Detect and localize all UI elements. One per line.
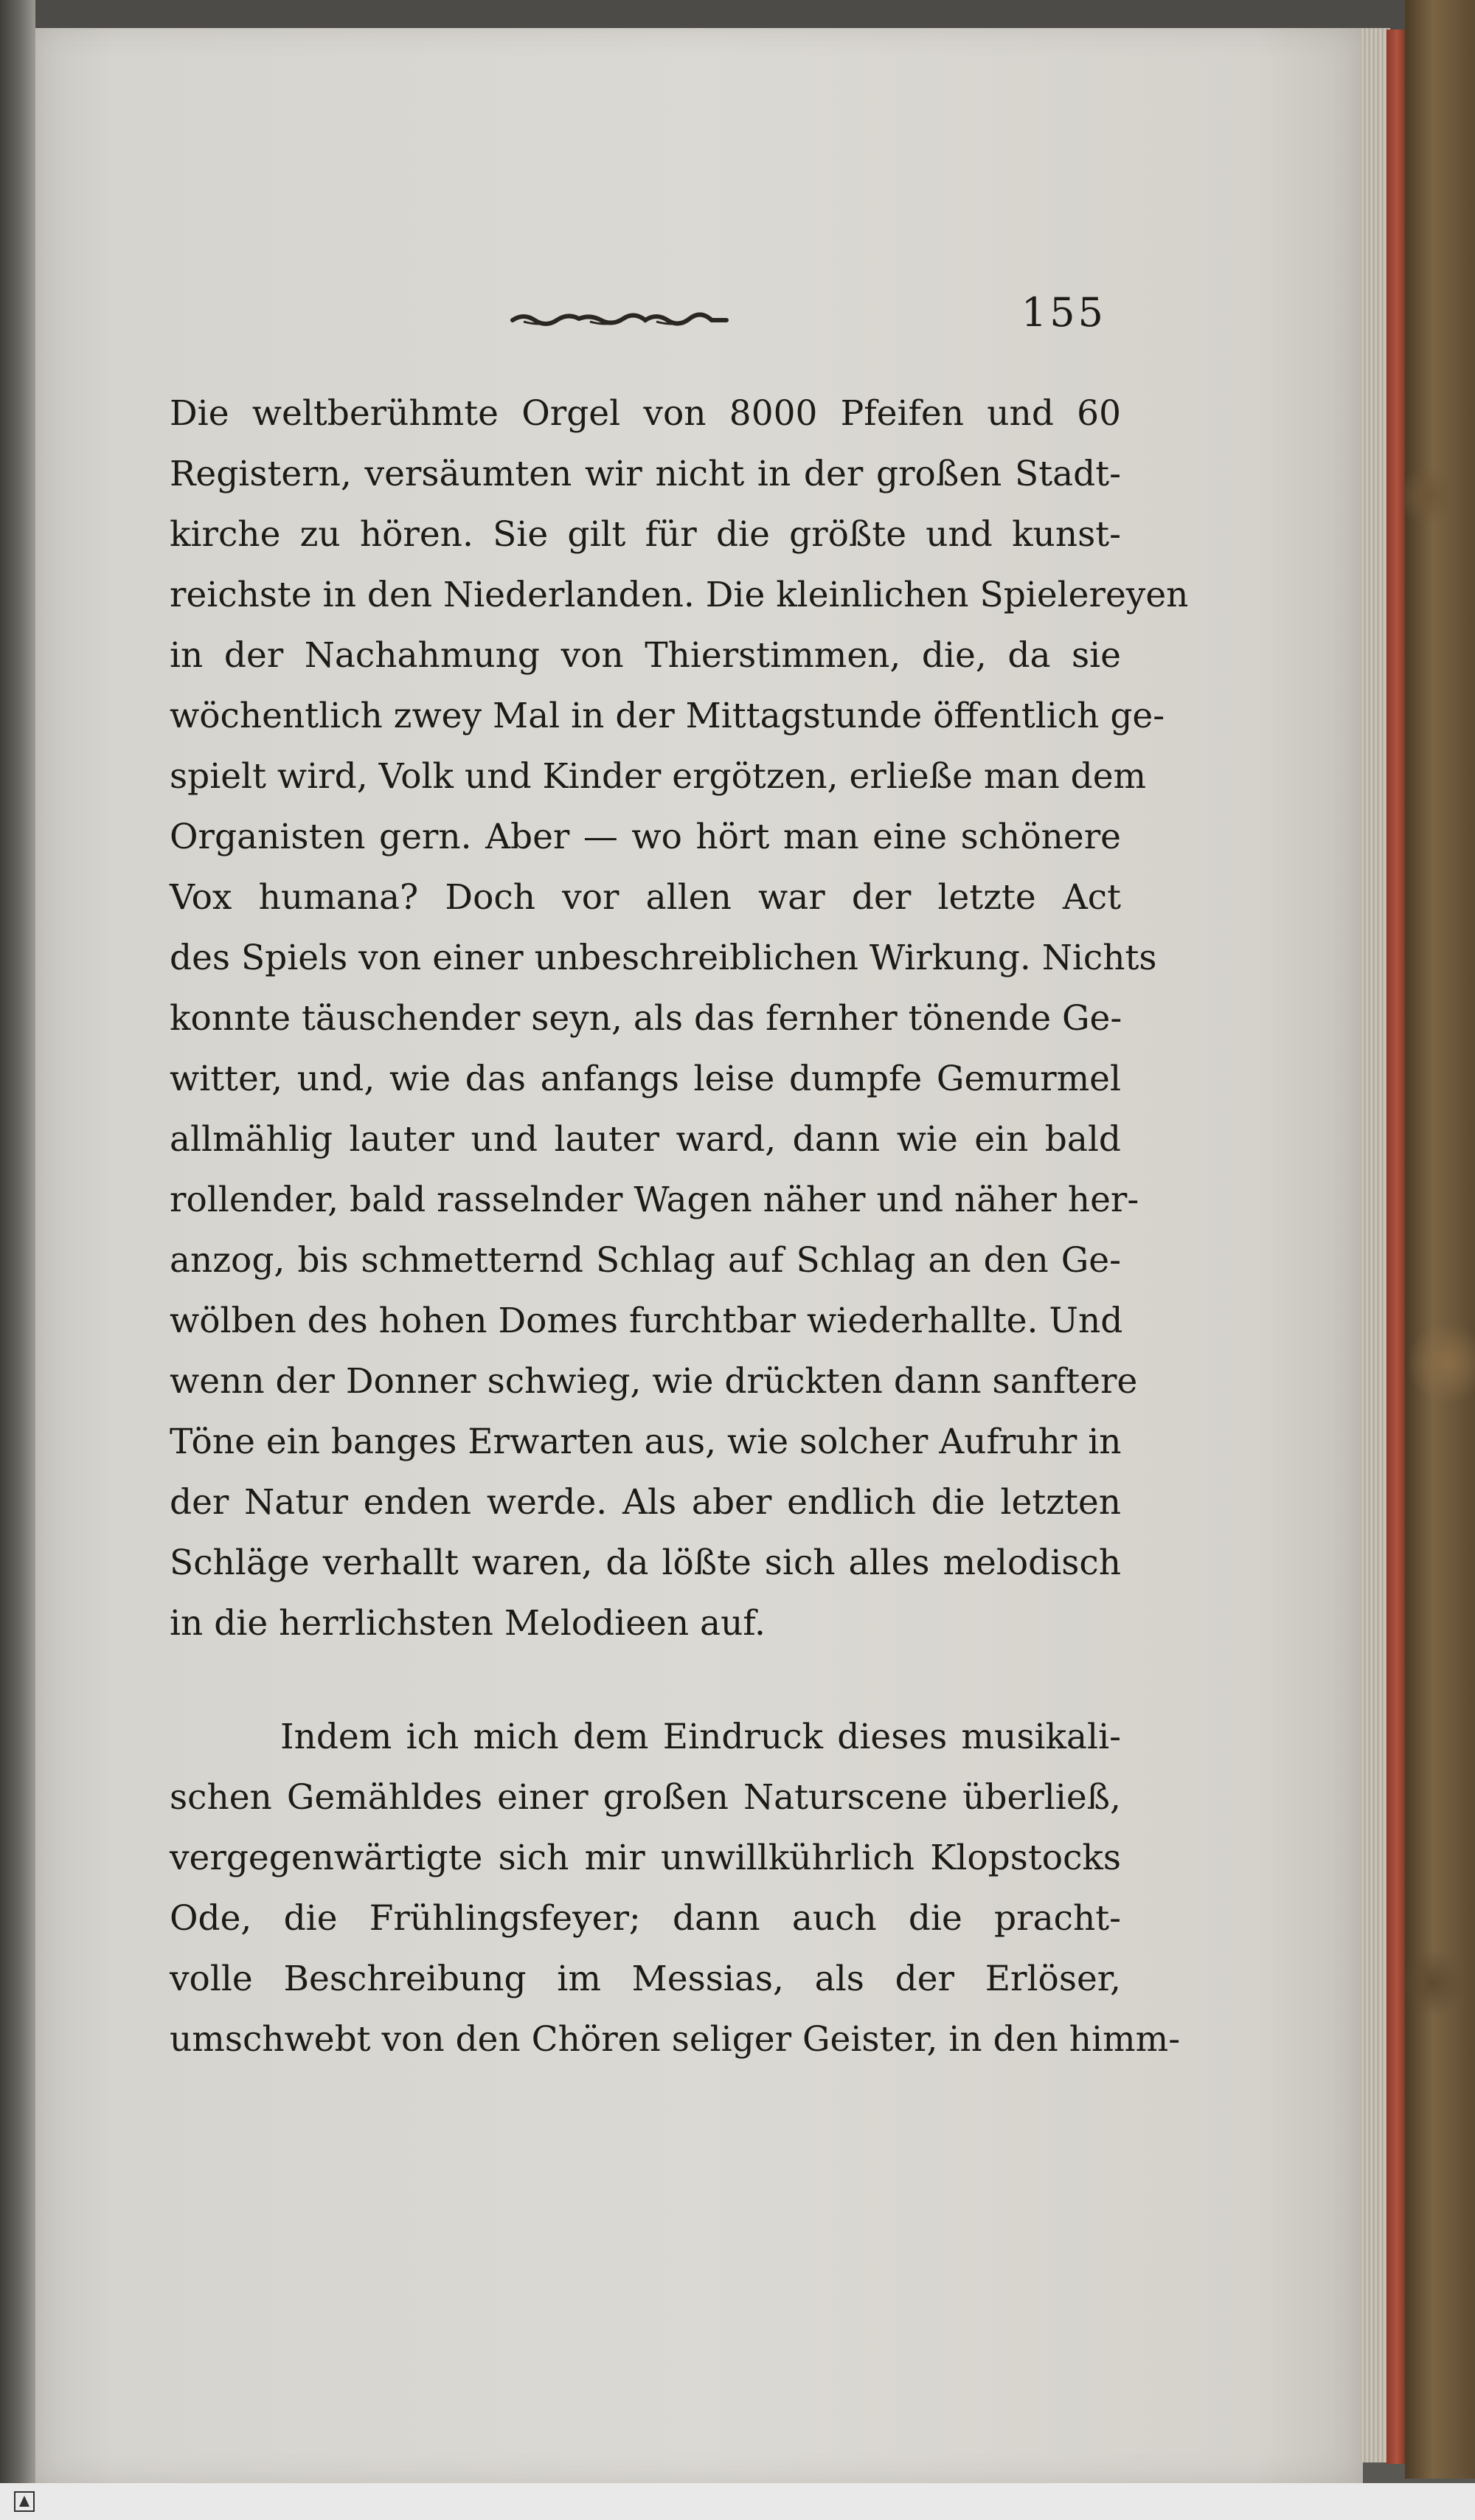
red-book-edge bbox=[1386, 30, 1407, 2464]
text-line: der Natur enden werde. Als aber endlich die letzten bbox=[170, 1482, 1121, 1523]
text-line: Ode, die Frühlingsfeyer; dann auch die pracht- bbox=[170, 1898, 1121, 1939]
text-line: witter, und, wie das anfangs leise dumpfe Gemurmel bbox=[170, 1059, 1121, 1099]
text-line: kirche zu hören. Sie gilt für die größte und kunst- bbox=[170, 514, 1121, 555]
text-line: wöchentlich zwey Mal in der Mittagstunde öffentlich ge- bbox=[170, 696, 1165, 736]
text-line: schen Gemähldes einer großen Naturscene überließ, bbox=[170, 1777, 1121, 1818]
text-line: des Spiels von einer unbeschreiblichen Wirkung. Nichts bbox=[170, 938, 1157, 978]
text-line: konnte täuschender seyn, als das fernher tönende Ge- bbox=[170, 998, 1122, 1039]
left-page-edge bbox=[0, 0, 35, 2486]
paragraph-2 bbox=[170, 1707, 1181, 2070]
paragraph-1 bbox=[170, 384, 1189, 1654]
text-line: vergegenwärtigte sich mir unwillkührlich Klopstocks bbox=[170, 1838, 1121, 1878]
text-line: volle Beschreibung im Messias, als der Erlöser, bbox=[170, 1959, 1121, 1999]
page-number: 155 bbox=[1021, 289, 1106, 336]
leather-binding bbox=[1405, 0, 1475, 2479]
text-line: allmählig lauter und lauter ward, dann wie ein bald bbox=[170, 1119, 1121, 1160]
text-line: rollender, bald rasselnder Wagen näher und näher her- bbox=[170, 1180, 1139, 1220]
text-line: spielt wird, Volk und Kinder ergötzen, erließe man dem bbox=[170, 756, 1147, 797]
text-line: Schläge verhallt waren, da lößte sich alles melodisch bbox=[170, 1543, 1121, 1583]
decorative-rule-icon bbox=[509, 304, 730, 333]
text-line: Organisten gern. Aber — wo hört man eine schönere bbox=[170, 817, 1121, 857]
text-line: Vox humana? Doch vor allen war der letzte Act bbox=[170, 877, 1121, 918]
text-line: wenn der Donner schwieg, wie drückten dann sanftere bbox=[170, 1361, 1138, 1402]
text-line: Töne ein banges Erwarten aus, wie solcher Aufruhr in bbox=[170, 1422, 1122, 1462]
text-line: Indem ich mich dem Eindruck dieses musikali- bbox=[280, 1717, 1121, 1757]
text-line: wölben des hohen Domes furchtbar wiederhallte. Und bbox=[170, 1301, 1123, 1341]
text-line: in der Nachahmung von Thierstimmen, die, da sie bbox=[170, 635, 1121, 676]
body-text bbox=[170, 384, 1189, 2070]
library-logo-icon bbox=[12, 2489, 37, 2514]
text-line: Die weltberühmte Orgel von 8000 Pfeifen und 60 bbox=[170, 393, 1121, 434]
scanner-top-margin bbox=[0, 0, 1475, 30]
text-line: in die herrlichsten Melodieen auf. bbox=[170, 1603, 766, 1644]
scanner-bottom-margin bbox=[0, 2483, 1475, 2520]
text-line: reichste in den Niederlanden. Die kleinlichen Spielereyen bbox=[170, 575, 1189, 615]
page-stack-edges bbox=[1361, 28, 1390, 2462]
text-line: umschwebt von den Chören seliger Geister, in den himm- bbox=[170, 2019, 1181, 2060]
text-line: anzog, bis schmetternd Schlag auf Schlag an den Ge- bbox=[170, 1240, 1121, 1281]
text-line: Registern, versäumten wir nicht in der großen Stadt- bbox=[170, 454, 1121, 494]
